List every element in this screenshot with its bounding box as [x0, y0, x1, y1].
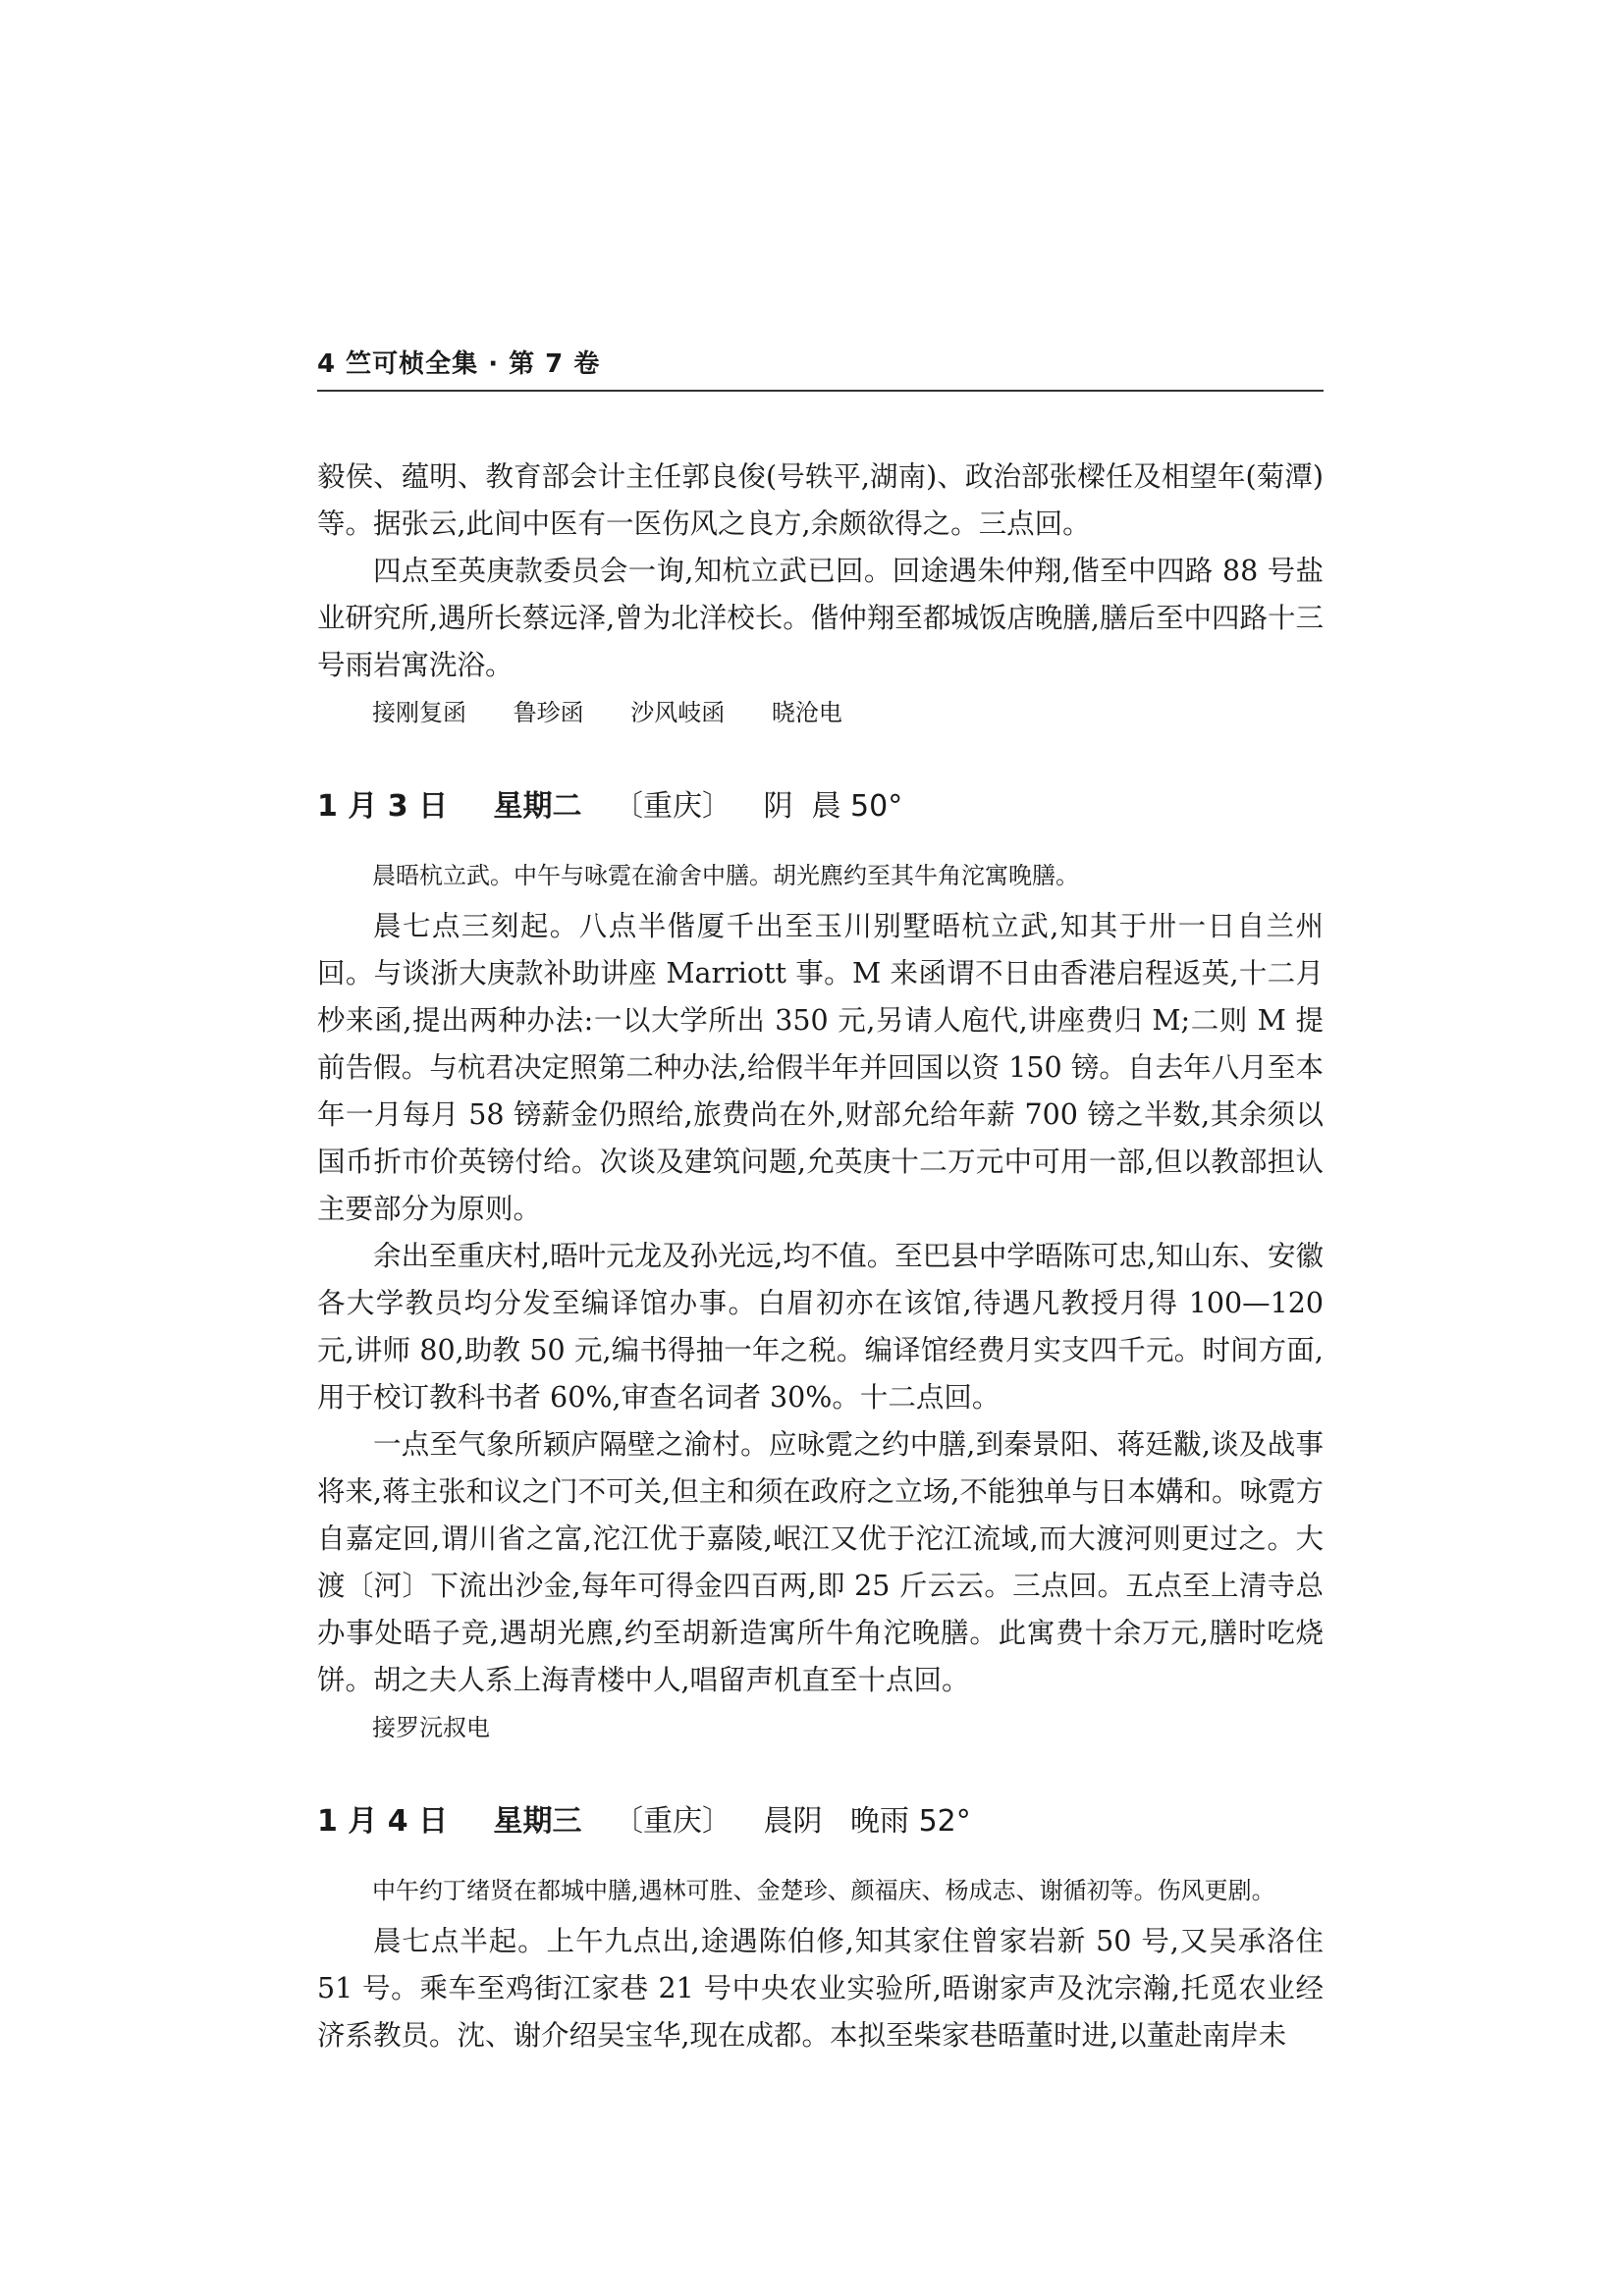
- entry-heading: [317, 783, 1324, 830]
- correspondence-item: 沙风岐函: [630, 699, 726, 726]
- correspondence-item: 鲁珍函: [513, 699, 584, 726]
- entry-weather: 阴 晨 50°: [763, 789, 903, 824]
- entry-date: 1 月 4 日: [317, 1804, 449, 1839]
- page-body: [317, 454, 1324, 2059]
- correspondence-line: [317, 1708, 1324, 1747]
- correspondence-item: 晓沧电: [771, 699, 842, 726]
- correspondence-item: 接罗沅叔电: [372, 1714, 490, 1741]
- entry-place: 〔重庆〕: [614, 1804, 731, 1839]
- entry-weather: 晨阴 晚雨 52°: [763, 1804, 971, 1839]
- entry-place: 〔重庆〕: [614, 789, 731, 824]
- entry-weekday: 星期三: [493, 1804, 582, 1839]
- body-paragraph: 余出至重庆村,晤叶元龙及孙光远,均不值。至巴县中学晤陈可忠,知山东、安徽各大学教员均分发至编译馆办事。白眉初亦在该馆,待遇凡教授月得 100—120 元,讲师 80,助教 50 元,编书得抽一年之税。编译馆经费月实支四千元。时间方面,用于校订教科书者 60%,审查名词者 30%。十二点回。: [317, 1240, 1324, 1414]
- header-rule: [317, 390, 1324, 392]
- body-paragraph: 一点至气象所颖庐隔壁之渝村。应咏霓之约中膳,到秦景阳、蒋廷黻,谈及战事将来,蒋主张和议之门不可关,但主和须在政府之立场,不能独单与日本媾和。咏霓方自嘉定回,谓川省之富,沱江优于嘉陵,岷江又优于沱江流域,而大渡河则更过之。大渡〔河〕下流出沙金,每年可得金四百两,即 25 斤云云。三点回。五点至上清寺总办事处晤子竞,遇胡光麃,约至胡新造寓所牛角沱晚膳。此寓费十余万元,膳时吃烧饼。胡之夫人系上海青楼中人,唱留声机直至十点回。: [317, 1428, 1324, 1696]
- body-paragraph: 晨七点半起。上午九点出,途遇陈伯修,知其家住曾家岩新 50 号,又吴承洛住 51 号。乘车至鸡街江家巷 21 号中央农业实验所,晤谢家声及沈宗瀚,托觅农业经济系教员。沈、谢介绍吴宝华,现在成都。本拟至柴家巷晤董时进,以董赴南岸未: [317, 1925, 1324, 2052]
- body-paragraph: 毅侯、蕴明、教育部会计主任郭良俊(号轶平,湖南)、政治部张樑任及相望年(菊潭)等。据张云,此间中医有一医伤风之良方,余颇欲得之。三点回。: [317, 460, 1324, 540]
- entry-summary: 晨晤杭立武。中午与咏霓在渝舍中膳。胡光麃约至其牛角沱寓晚膳。: [372, 862, 1079, 889]
- entry-date: 1 月 3 日: [317, 789, 449, 824]
- body-paragraph: 晨七点三刻起。八点半偕厦千出至玉川别墅晤杭立武,知其于卅一日自兰州回。与谈浙大庚款补助讲座 Marriott 事。M 来函谓不日由香港启程返英,十二月杪来函,提出两种办法:一以大学所出 350 元,另请人庖代,讲座费归 M;二则 M 提前告假。与杭君决定照第二种办法,给假半年并回国以资 150 镑。自去年八月至本年一月每月 58 镑薪金仍照给,旅费尚在外,财部允给年薪 700 镑之半数,其余须以国币折市价英镑付给。次谈及建筑问题,允英庚十二万元中可用一部,但以教部担认主要部分为原则。: [317, 910, 1324, 1225]
- correspondence-item: 接刚复函: [372, 699, 466, 726]
- correspondence-line: [317, 693, 1324, 732]
- running-head: 4 竺可桢全集 · 第 7 卷: [317, 349, 601, 379]
- entry-heading: [317, 1798, 1324, 1845]
- entry-summary: 中午约丁绪贤在都城中膳,遇林可胜、金楚珍、颜福庆、杨成志、谢循初等。伤风更剧。: [372, 1877, 1275, 1904]
- body-paragraph: 四点至英庚款委员会一询,知杭立武已回。回途遇朱仲翔,偕至中四路 88 号盐业研究所,遇所长蔡远泽,曾为北洋校长。偕仲翔至都城饭店晚膳,膳后至中四路十三号雨岩寓洗浴。: [317, 555, 1324, 681]
- entry-weekday: 星期二: [493, 789, 582, 824]
